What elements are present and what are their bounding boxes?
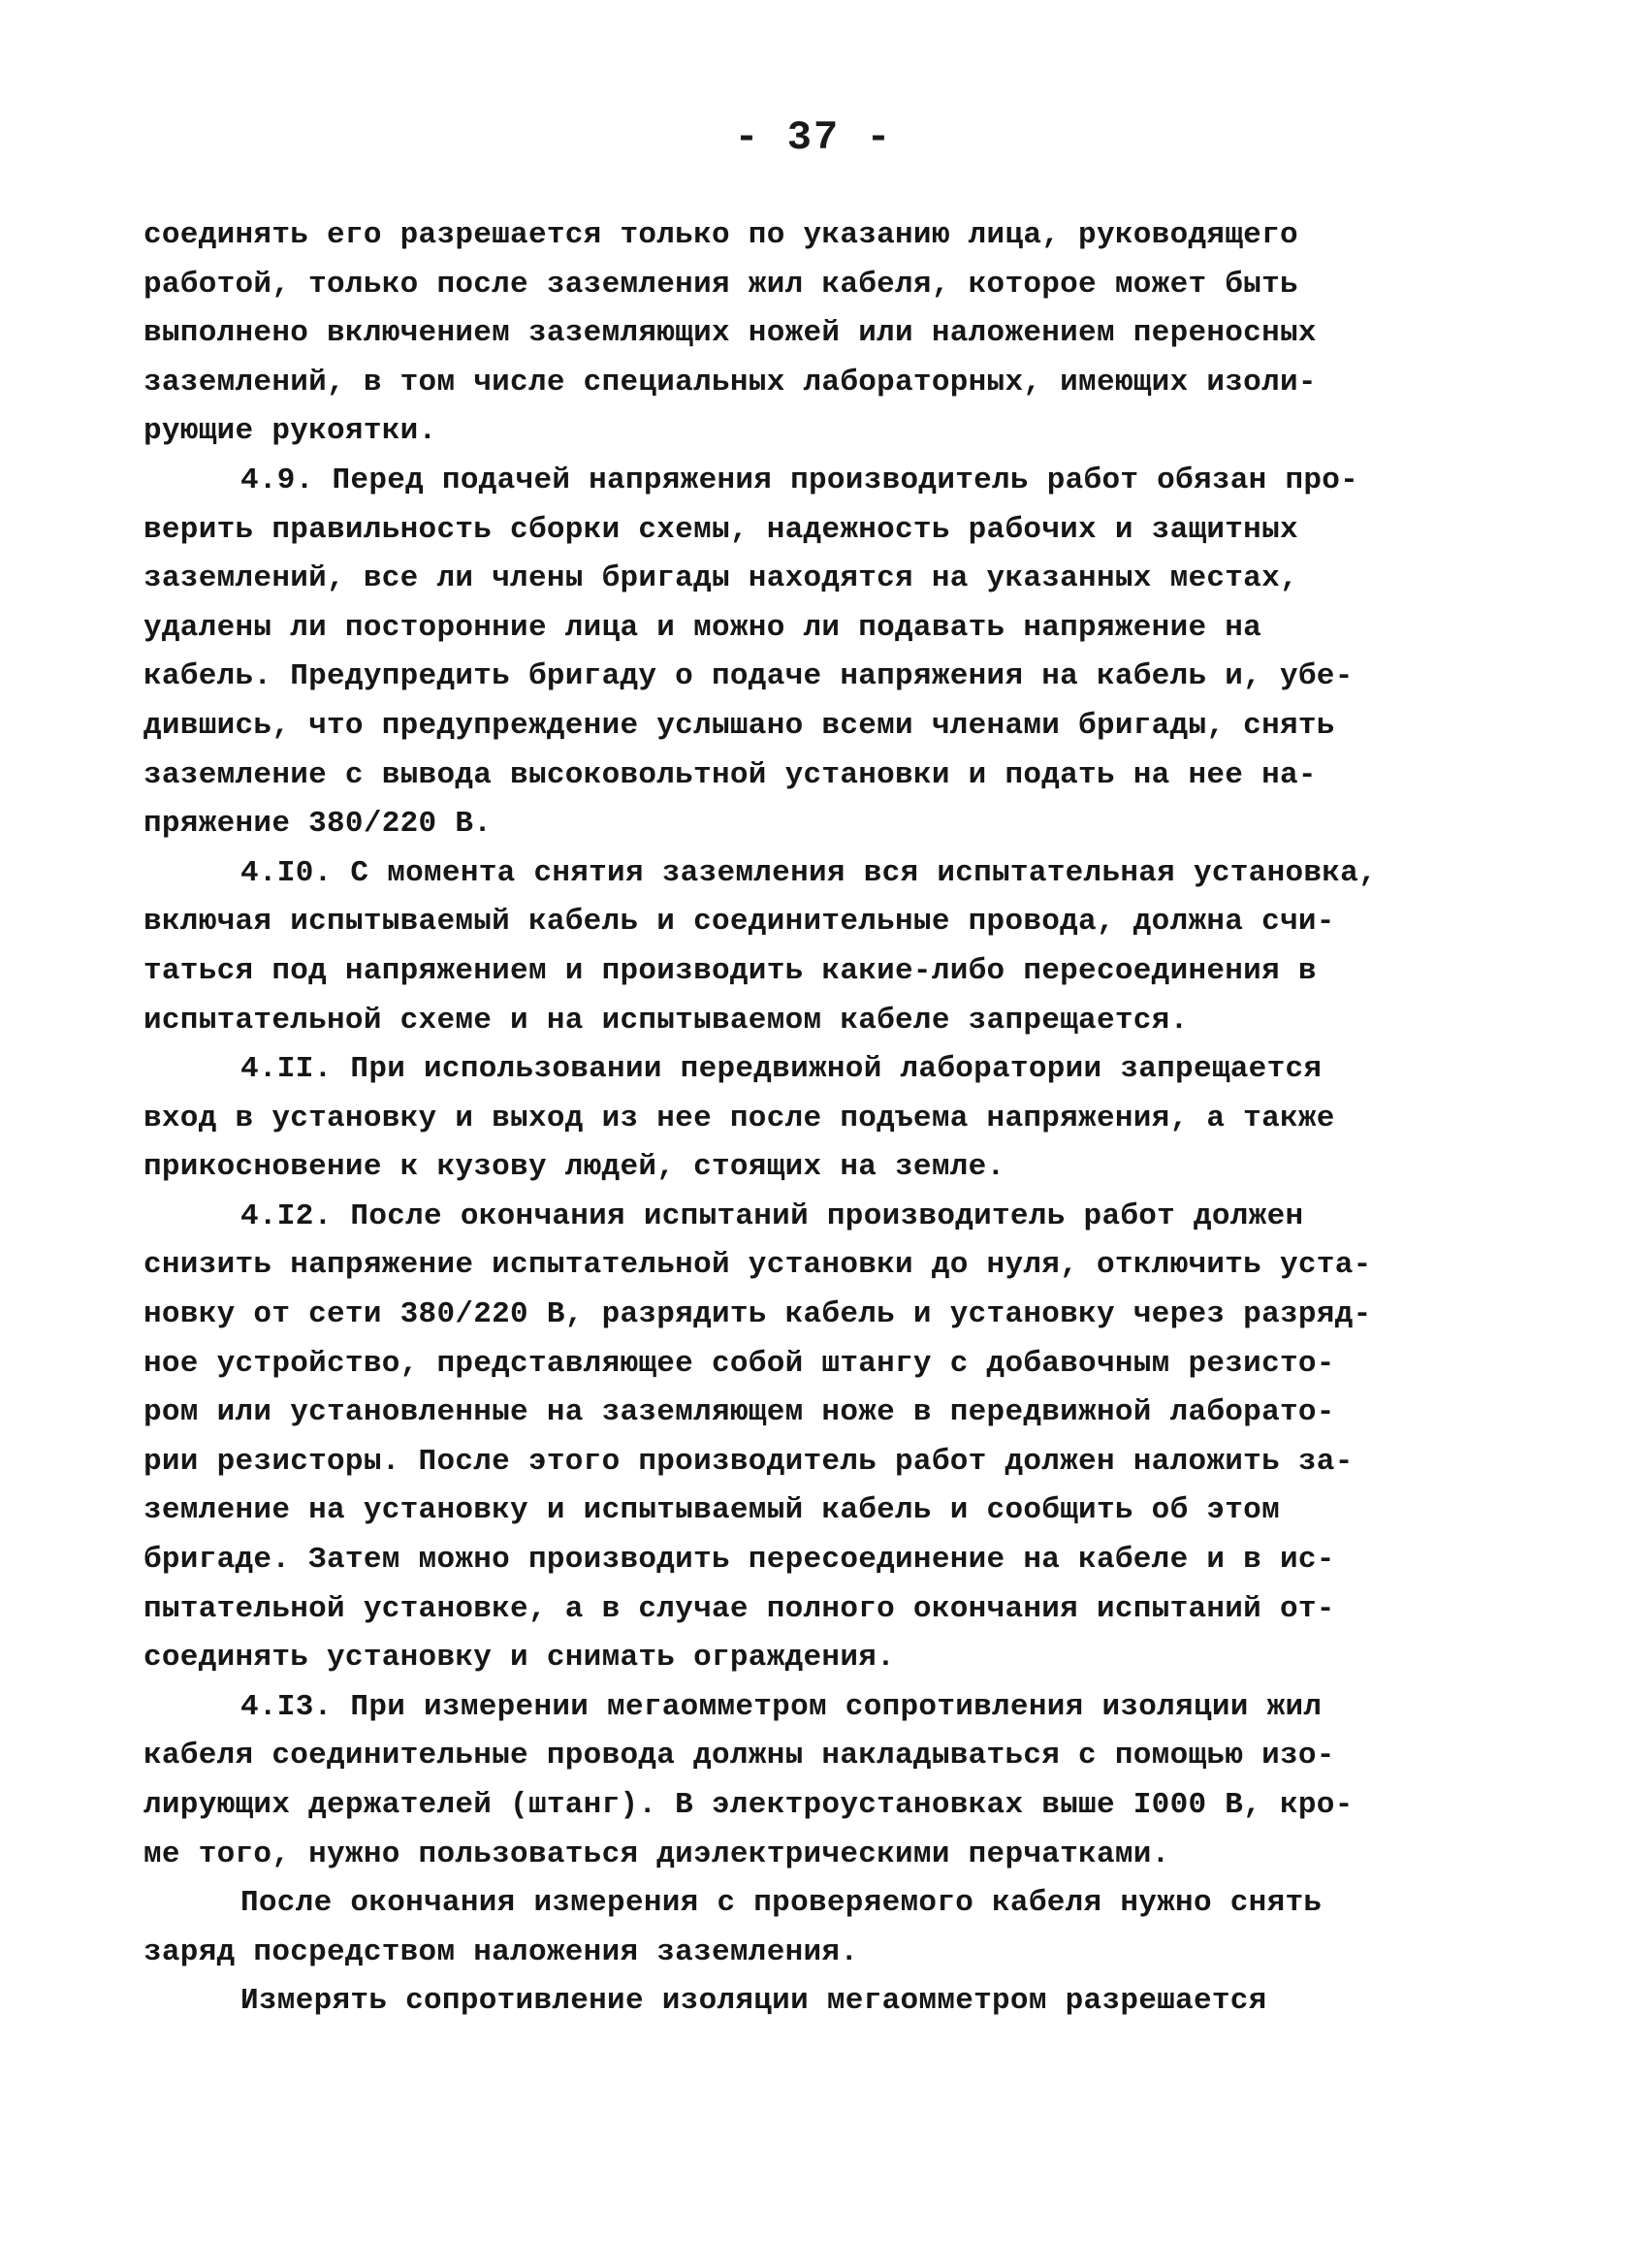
text-line: дившись, что предупреждение услышано всеми членами бригады, снять (144, 708, 1335, 743)
text-line: пряжение 380/220 В. (144, 807, 493, 842)
text-line: вход в установку и выход из нее после подъема напряжения, а также (144, 1101, 1335, 1135)
text-line: прикосновение к кузову людей, стоящих на земле. (144, 1150, 1005, 1185)
text-line: 4.II. При использовании передвижной лаборатории запрещается (240, 1052, 1323, 1087)
text-line: 4.9. Перед подачей напряжения производитель работ обязан про- (240, 463, 1359, 497)
text-line: заряд посредством наложения заземления. (144, 1934, 859, 1969)
text-line: ме того, нужно пользоваться диэлектрическими перчатками. (144, 1837, 1170, 1871)
text-line: заземлений, в том числе специальных лабораторных, имеющих изоли- (144, 365, 1317, 399)
text-line: 4.I2. После окончания испытаний производитель работ должен (240, 1198, 1304, 1233)
text-line: верить правильность сборки схемы, надежность рабочих и защитных (144, 512, 1298, 547)
text-line: соединять его разрешается только по указанию лица, руководящего (144, 218, 1298, 252)
text-line: выполнено включением заземляющих ножей или наложением переносных (144, 316, 1317, 351)
text-line: ром или установленные на заземляющем ноже в передвижной лаборато- (144, 1395, 1335, 1430)
text-line: рующие рукоятки. (144, 414, 437, 449)
text-line: соединять установку и снимать ограждения. (144, 1641, 896, 1676)
text-line: Измерять сопротивление изоляции мегаомметром разрешается (240, 1984, 1267, 2019)
text-line: земление на установку и испытываемый кабель и сообщить об этом (144, 1493, 1280, 1528)
text-line: заземление с вывода высоковольтной установки и подать на нее на- (144, 757, 1317, 792)
text-line: работой, только после заземления жил кабеля, которое может быть (144, 267, 1298, 302)
text-line: рии резисторы. После этого производитель работ должен наложить за- (144, 1444, 1354, 1479)
text-line: 4.I0. С момента снятия заземления вся испытательная установка, (240, 855, 1377, 890)
text-line: включая испытываемый кабель и соединительные провода, должна счи- (144, 905, 1335, 940)
page-number: - 37 - (734, 114, 893, 161)
text-line: бригаде. Затем можно производить пересоединение на кабеле и в ис- (144, 1543, 1335, 1578)
text-line: 4.I3. При измерении мегаомметром сопротивления изоляции жил (240, 1689, 1323, 1724)
text-line: пытательной установке, а в случае полного окончания испытаний от- (144, 1591, 1335, 1626)
text-line: удалены ли посторонние лица и можно ли подавать напряжение на (144, 610, 1262, 645)
text-line: кабеля соединительные провода должны накладываться с помощью изо- (144, 1739, 1335, 1773)
body-text (144, 211, 1501, 2027)
text-line: После окончания измерения с проверяемого кабеля нужно снять (240, 1886, 1323, 1921)
text-line: новку от сети 380/220 В, разрядить кабель и установку через разряд- (144, 1297, 1372, 1332)
text-line: заземлений, все ли члены бригады находятся на указанных местах, (144, 561, 1298, 596)
text-line: лирующих держателей (штанг). В электроустановках выше I000 В, кро- (144, 1788, 1354, 1822)
text-line: испытательной схеме и на испытываемом кабеле запрещается. (144, 1003, 1189, 1038)
text-line: таться под напряжением и производить какие-либо пересоединения в (144, 953, 1317, 988)
text-line: ное устройство, представляющее собой штангу с добавочным резисто- (144, 1346, 1335, 1381)
text-line: кабель. Предупредить бригаду о подаче напряжения на кабель и, убе- (144, 659, 1354, 694)
text-line: снизить напряжение испытательной установки до нуля, отключить уста- (144, 1248, 1372, 1283)
